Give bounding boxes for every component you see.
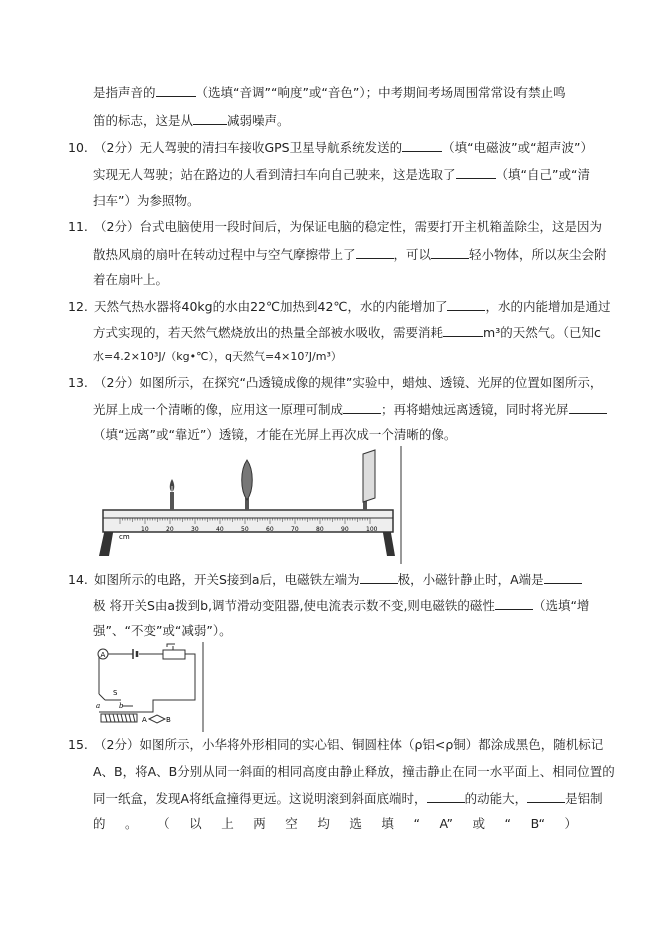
- q15-char: A”: [439, 816, 453, 831]
- needle-a-label: A: [142, 716, 147, 724]
- q15-char: 。: [125, 816, 138, 831]
- q10-text: 实现无人驾驶；站在路边的人看到清扫车向自己驶来，这是选取了: [93, 167, 456, 182]
- q10-text: （填“电磁波”或“超声波”）: [442, 140, 594, 155]
- q12-text: m³的天然气。（已知c: [483, 325, 601, 340]
- optical-bench-figure: [93, 446, 403, 564]
- candle-icon: [170, 479, 175, 510]
- scale-tick-label: 30: [191, 526, 199, 533]
- q15-text: 是铝制: [565, 791, 603, 806]
- q15-line1: [68, 737, 603, 753]
- lens-icon: [242, 460, 253, 510]
- q9-line2: [93, 112, 290, 129]
- q9-text: （选填“音调”“响度”或“音色”）；中考期间考场周围常常设有禁止鸣: [195, 85, 566, 100]
- q15-line4: [93, 816, 577, 832]
- compass-needle-icon: [142, 715, 171, 724]
- answer-blank[interactable]: [569, 401, 607, 414]
- q15-char: 上: [221, 816, 234, 831]
- q14-text: （选填“增: [532, 598, 590, 613]
- q15-line3: [93, 790, 603, 807]
- q9-text: 是指声音的: [93, 85, 156, 100]
- q15-text: 的动能大，: [464, 791, 528, 806]
- question-number: 12.: [68, 299, 88, 314]
- q10-line2: [93, 166, 590, 183]
- q15-char: 两: [253, 816, 266, 831]
- q14-text: 强”、“不变”或“减弱”）。: [93, 623, 232, 638]
- q15-char: “: [504, 816, 512, 831]
- q15-char: “: [413, 816, 420, 831]
- answer-blank[interactable]: [456, 166, 496, 179]
- scale-unit: cm: [119, 533, 130, 541]
- q13-text: （填“远离”或“靠近”）透镜，才能在光屏上再次成一个清晰的像。: [93, 427, 457, 442]
- q13-line1: [68, 375, 602, 391]
- q12-text: 方式实现的，若天然气燃烧放出的热量全部被水吸收，需要消耗: [93, 325, 444, 340]
- q15-char: 或: [472, 816, 486, 831]
- q13-line2: [93, 401, 607, 418]
- q9-line1: [93, 84, 566, 101]
- q13-text: 光屏上成一个清晰的像，应用这一原理可制成: [93, 402, 344, 417]
- q11-line2: [93, 246, 607, 263]
- q15-text: 同一纸盒，发现A将纸盒撞得更远。这说明滚到斜面底端时，: [93, 791, 427, 806]
- answer-blank[interactable]: [360, 571, 398, 584]
- q15-char: ）: [564, 816, 577, 831]
- q13-text: （2分）如图所示，在探究“凸透镜成像的规律”实验中，蜡烛、透镜、光屏的位置如图所示，: [94, 375, 603, 390]
- q15-char: 选: [349, 816, 362, 831]
- answer-blank[interactable]: [443, 324, 483, 337]
- question-number: 13.: [68, 375, 88, 390]
- q15-char: 填: [381, 816, 394, 831]
- q12-line1: [68, 298, 610, 315]
- answer-blank[interactable]: [495, 597, 533, 610]
- q9-text: 笛的标志，这是从: [93, 113, 194, 128]
- question-number: 11.: [68, 219, 88, 234]
- q12-line3: [93, 349, 342, 365]
- scale-tick-label: 50: [241, 526, 249, 533]
- circuit-figure: [93, 642, 205, 732]
- q10-text: （2分）无人驾驶的清扫车接收GPS卫星导航系统发送的: [94, 140, 403, 155]
- q10-line1: [68, 139, 593, 156]
- scale-tick-label: 40: [216, 526, 224, 533]
- question-number: 10.: [68, 140, 88, 155]
- q12-text: ，水的内能增加是通过: [485, 299, 611, 314]
- scale-tick-label: 60: [266, 526, 274, 533]
- q11-text: ，可以: [393, 247, 432, 262]
- q10-text: 扫车”）为参照物。: [93, 193, 200, 208]
- needle-b-label: B: [166, 716, 171, 724]
- q15-text: A、B，将A、B分别从同一斜面的相同高度由静止释放，撞击静止在同一水平面上、相同位置的: [93, 764, 615, 779]
- answer-blank[interactable]: [356, 246, 394, 259]
- q11-text: 轻小物体，所以灰尘会附: [469, 247, 607, 262]
- q11-line1: [68, 219, 602, 235]
- screen-icon: [363, 450, 375, 510]
- answer-blank[interactable]: [156, 84, 196, 97]
- q11-text: 散热风扇的扇叶在转动过程中与空气摩擦带上了: [93, 247, 356, 262]
- answer-blank[interactable]: [193, 112, 227, 125]
- electromagnet-icon: [101, 714, 137, 722]
- q10-text: （填“自己”或“清: [495, 167, 590, 182]
- ammeter-label: A: [100, 651, 106, 659]
- q11-line3: [93, 272, 168, 288]
- bench-frame: [99, 446, 401, 564]
- scale-tick-label: 100: [366, 526, 378, 533]
- answer-blank[interactable]: [427, 790, 465, 803]
- scale-tick-label: 80: [316, 526, 324, 533]
- answer-blank[interactable]: [544, 571, 582, 584]
- q14-text: 如图所示的电路，开关S接到a后，电磁铁左端为: [94, 572, 360, 587]
- q10-line3: [93, 193, 199, 209]
- answer-blank[interactable]: [527, 790, 565, 803]
- q12-line2: [93, 324, 601, 341]
- scale-tick-label: 10: [141, 526, 149, 533]
- q13-text: ；再将蜡烛远离透镜，同时将光屏: [381, 402, 569, 417]
- q15-char: 的: [93, 816, 106, 831]
- q9-text: 减弱噪声。: [227, 113, 290, 128]
- q11-text: （2分）台式电脑使用一段时间后，为保证电脑的稳定性，需要打开主机箱盖除尘，这是因为: [94, 219, 602, 234]
- q15-text: （2分）如图所示，小华将外形相同的实心铝、铜圆柱体（ρ铝<ρ铜）都涂成黑色，随机标记: [94, 737, 604, 752]
- answer-blank[interactable]: [343, 401, 381, 414]
- terminal-a-label: a: [96, 702, 101, 710]
- scale-tick-label: 90: [341, 526, 349, 533]
- answer-blank[interactable]: [431, 246, 469, 259]
- switch-label: S: [113, 689, 118, 697]
- scale-tick-label: 70: [291, 526, 299, 533]
- q14-line2: [93, 597, 589, 614]
- q15-char: 均: [317, 816, 330, 831]
- question-number: 15.: [68, 737, 88, 752]
- q12-text: 水=4.2×10³J/（kg•℃），q天然气=4×10⁷J/m³）: [93, 350, 342, 363]
- q11-text: 着在扇叶上。: [93, 272, 169, 287]
- q14-line1: [68, 571, 582, 588]
- q12-text: 天然气热水器将40kg的水由22℃加热到42℃，水的内能增加了: [94, 299, 448, 314]
- q15-char: 以: [189, 816, 202, 831]
- answer-blank[interactable]: [402, 139, 442, 152]
- q15-char: （: [157, 816, 170, 831]
- question-number: 14.: [68, 572, 88, 587]
- terminal-b-label: b: [119, 702, 124, 710]
- q14-text: 极 将开关S由a拨到b,调节滑动变阻器,使电流表示数不变,则电磁铁的磁性: [93, 598, 495, 613]
- q13-line3: [93, 427, 456, 443]
- answer-blank[interactable]: [447, 298, 485, 311]
- scale-tick-label: 20: [166, 526, 174, 533]
- q14-text: 极，小磁针静止时，A端是: [397, 572, 544, 587]
- q15-char: B“: [530, 816, 545, 831]
- q15-char: 空: [285, 816, 298, 831]
- q14-line3: [93, 623, 232, 639]
- q15-line2: [93, 764, 615, 780]
